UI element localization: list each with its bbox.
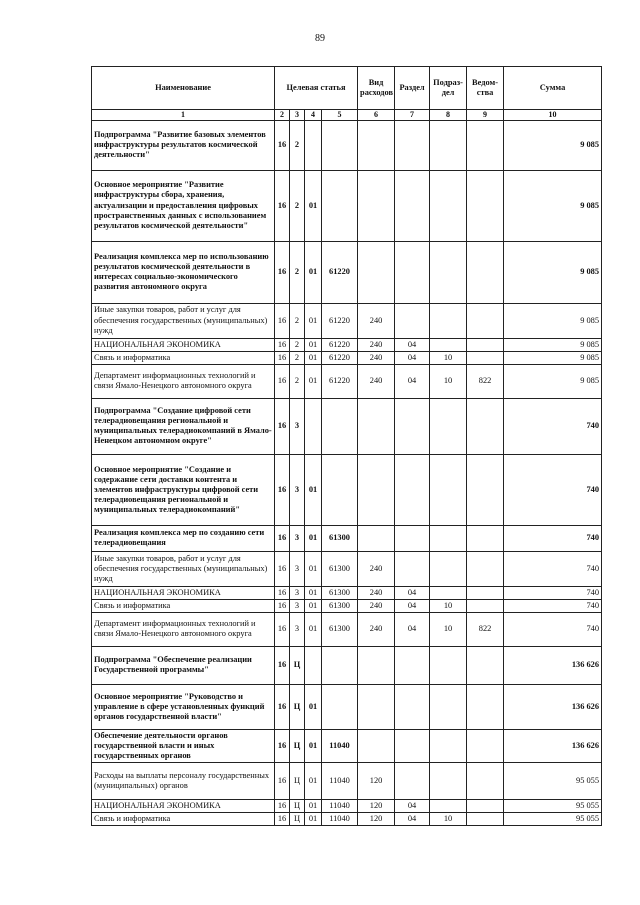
row-sum: 95 055 bbox=[504, 763, 602, 800]
table-row bbox=[92, 120, 602, 170]
row-name: Обеспечение деятельности органов государственной власти и иных государственных органов bbox=[92, 729, 275, 762]
table-row bbox=[92, 813, 602, 826]
row-event-code: 01 bbox=[305, 525, 322, 551]
row-sum: 9 085 bbox=[504, 338, 602, 351]
row-direction-code: 61220 bbox=[322, 303, 358, 338]
row-subprogram-code: 3 bbox=[290, 551, 305, 586]
column-number: 1 bbox=[92, 110, 275, 121]
row-section: 04 bbox=[395, 338, 430, 351]
table-row bbox=[92, 551, 602, 586]
row-program-code: 16 bbox=[275, 454, 290, 525]
row-direction-code bbox=[322, 170, 358, 241]
row-subsection bbox=[430, 525, 467, 551]
row-subsection bbox=[430, 241, 467, 303]
row-sum: 740 bbox=[504, 398, 602, 454]
row-department bbox=[467, 338, 504, 351]
row-section bbox=[395, 120, 430, 170]
row-program-code: 16 bbox=[275, 525, 290, 551]
row-subsection bbox=[430, 551, 467, 586]
row-sum: 9 085 bbox=[504, 241, 602, 303]
row-subsection bbox=[430, 586, 467, 599]
row-name: Основное мероприятие "Руководство и управление в сфере установленных функций органов государственной власти" bbox=[92, 684, 275, 729]
row-expense-type bbox=[358, 241, 395, 303]
row-direction-code: 61300 bbox=[322, 599, 358, 612]
row-subprogram-code: 2 bbox=[290, 351, 305, 364]
table-row bbox=[92, 729, 602, 762]
row-expense-type: 240 bbox=[358, 586, 395, 599]
row-name: Связь и информатика bbox=[92, 351, 275, 364]
row-program-code: 16 bbox=[275, 729, 290, 762]
row-program-code: 16 bbox=[275, 586, 290, 599]
row-expense-type: 240 bbox=[358, 551, 395, 586]
row-event-code: 01 bbox=[305, 599, 322, 612]
column-number: 8 bbox=[430, 110, 467, 121]
row-event-code: 01 bbox=[305, 800, 322, 813]
row-department bbox=[467, 398, 504, 454]
row-section bbox=[395, 170, 430, 241]
row-event-code: 01 bbox=[305, 612, 322, 646]
table-row bbox=[92, 646, 602, 684]
row-department: 822 bbox=[467, 612, 504, 646]
row-subprogram-code: Ц bbox=[290, 684, 305, 729]
row-expense-type bbox=[358, 454, 395, 525]
row-event-code: 01 bbox=[305, 338, 322, 351]
table-row bbox=[92, 800, 602, 813]
row-name: Подпрограмма "Создание цифровой сети телерадиовещания региональной и муниципальных телерадиокомпаний в Ямало-Ненецком автономном округе" bbox=[92, 398, 275, 454]
table-row bbox=[92, 241, 602, 303]
row-subprogram-code: 3 bbox=[290, 612, 305, 646]
header-sum: Сумма bbox=[504, 67, 602, 110]
row-sum: 740 bbox=[504, 454, 602, 525]
row-program-code: 16 bbox=[275, 646, 290, 684]
row-name: Иные закупки товаров, работ и услуг для обеспечения государственных (муниципальных) нужд bbox=[92, 303, 275, 338]
row-section: 04 bbox=[395, 612, 430, 646]
row-subsection bbox=[430, 763, 467, 800]
row-program-code: 16 bbox=[275, 398, 290, 454]
table-row bbox=[92, 398, 602, 454]
page-number: 89 bbox=[315, 33, 325, 44]
row-direction-code bbox=[322, 398, 358, 454]
row-name: Связь и информатика bbox=[92, 599, 275, 612]
header-name: Наименование bbox=[92, 67, 275, 110]
row-direction-code bbox=[322, 646, 358, 684]
table-row bbox=[92, 763, 602, 800]
header-department: Ведом-ства bbox=[467, 67, 504, 110]
row-event-code: 01 bbox=[305, 729, 322, 762]
row-event-code: 01 bbox=[305, 551, 322, 586]
column-number-row bbox=[92, 110, 602, 121]
row-subprogram-code: Ц bbox=[290, 813, 305, 826]
row-subsection bbox=[430, 398, 467, 454]
row-program-code: 16 bbox=[275, 120, 290, 170]
row-event-code: 01 bbox=[305, 303, 322, 338]
row-program-code: 16 bbox=[275, 364, 290, 398]
row-name: Подпрограмма "Развитие базовых элементов инфраструктуры результатов космической деятельности" bbox=[92, 120, 275, 170]
row-subsection bbox=[430, 170, 467, 241]
header-expense-type: Вид расходов bbox=[358, 67, 395, 110]
row-program-code: 16 bbox=[275, 241, 290, 303]
row-name: Основное мероприятие "Создание и содержание сети доставки контента и элементов инфраструктуры цифровой сети телерадиовещания региональной и муниципальных телерадиокомпаний" bbox=[92, 454, 275, 525]
row-program-code: 16 bbox=[275, 303, 290, 338]
row-event-code: 01 bbox=[305, 170, 322, 241]
row-department bbox=[467, 684, 504, 729]
row-expense-type: 120 bbox=[358, 763, 395, 800]
row-department bbox=[467, 525, 504, 551]
row-subsection: 10 bbox=[430, 813, 467, 826]
row-event-code bbox=[305, 398, 322, 454]
column-number: 2 bbox=[275, 110, 290, 121]
row-event-code bbox=[305, 646, 322, 684]
row-section: 04 bbox=[395, 586, 430, 599]
row-subsection: 10 bbox=[430, 599, 467, 612]
row-section: 04 bbox=[395, 351, 430, 364]
row-subsection bbox=[430, 729, 467, 762]
row-program-code: 16 bbox=[275, 599, 290, 612]
row-sum: 740 bbox=[504, 612, 602, 646]
row-expense-type: 240 bbox=[358, 303, 395, 338]
row-subprogram-code: 2 bbox=[290, 338, 305, 351]
row-expense-type bbox=[358, 684, 395, 729]
column-number: 4 bbox=[305, 110, 322, 121]
row-subprogram-code: 3 bbox=[290, 599, 305, 612]
row-event-code: 01 bbox=[305, 586, 322, 599]
row-sum: 740 bbox=[504, 551, 602, 586]
row-name: Департамент информационных технологий и связи Ямало-Ненецкого автономного округа bbox=[92, 364, 275, 398]
row-name: Основное мероприятие "Развитие инфраструктуры сбора, хранения, актуализации и предоставления цифровых пространственных данных с использованием результатов космической деятельности" bbox=[92, 170, 275, 241]
row-department bbox=[467, 763, 504, 800]
row-direction-code: 61300 bbox=[322, 551, 358, 586]
table-row bbox=[92, 351, 602, 364]
row-expense-type: 240 bbox=[358, 338, 395, 351]
row-department bbox=[467, 646, 504, 684]
row-sum: 740 bbox=[504, 525, 602, 551]
row-name: НАЦИОНАЛЬНАЯ ЭКОНОМИКА bbox=[92, 800, 275, 813]
row-expense-type: 120 bbox=[358, 800, 395, 813]
row-subsection bbox=[430, 454, 467, 525]
row-expense-type: 240 bbox=[358, 612, 395, 646]
row-program-code: 16 bbox=[275, 351, 290, 364]
row-sum: 95 055 bbox=[504, 800, 602, 813]
row-section bbox=[395, 241, 430, 303]
row-subsection bbox=[430, 303, 467, 338]
row-section bbox=[395, 398, 430, 454]
row-sum: 136 626 bbox=[504, 729, 602, 762]
row-department bbox=[467, 170, 504, 241]
row-sum: 9 085 bbox=[504, 170, 602, 241]
column-number: 3 bbox=[290, 110, 305, 121]
row-department bbox=[467, 454, 504, 525]
column-number: 6 bbox=[358, 110, 395, 121]
row-sum: 740 bbox=[504, 599, 602, 612]
row-expense-type: 240 bbox=[358, 364, 395, 398]
row-department bbox=[467, 241, 504, 303]
row-direction-code bbox=[322, 684, 358, 729]
row-direction-code: 61220 bbox=[322, 241, 358, 303]
row-name: Расходы на выплаты персоналу государственных (муниципальных) органов bbox=[92, 763, 275, 800]
row-department bbox=[467, 586, 504, 599]
row-subprogram-code: 2 bbox=[290, 170, 305, 241]
row-name: Реализация комплекса мер по созданию сети телерадиовещания bbox=[92, 525, 275, 551]
row-subprogram-code: Ц bbox=[290, 646, 305, 684]
header-target-article: Целевая статья bbox=[275, 67, 358, 110]
row-event-code: 01 bbox=[305, 763, 322, 800]
row-sum: 136 626 bbox=[504, 684, 602, 729]
table-row bbox=[92, 684, 602, 729]
row-subsection bbox=[430, 338, 467, 351]
column-number: 7 bbox=[395, 110, 430, 121]
row-expense-type: 240 bbox=[358, 351, 395, 364]
row-name: Иные закупки товаров, работ и услуг для обеспечения государственных (муниципальных) нужд bbox=[92, 551, 275, 586]
row-subprogram-code: 2 bbox=[290, 303, 305, 338]
row-department bbox=[467, 303, 504, 338]
row-program-code: 16 bbox=[275, 763, 290, 800]
row-sum: 9 085 bbox=[504, 120, 602, 170]
row-direction-code: 11040 bbox=[322, 813, 358, 826]
row-subprogram-code: 3 bbox=[290, 398, 305, 454]
row-subsection: 10 bbox=[430, 612, 467, 646]
table-row bbox=[92, 454, 602, 525]
row-department bbox=[467, 800, 504, 813]
row-program-code: 16 bbox=[275, 813, 290, 826]
row-expense-type: 240 bbox=[358, 599, 395, 612]
row-direction-code: 61220 bbox=[322, 338, 358, 351]
row-program-code: 16 bbox=[275, 800, 290, 813]
row-subsection bbox=[430, 800, 467, 813]
row-expense-type bbox=[358, 170, 395, 241]
row-event-code: 01 bbox=[305, 813, 322, 826]
row-sum: 9 085 bbox=[504, 364, 602, 398]
row-sum: 9 085 bbox=[504, 351, 602, 364]
column-number: 9 bbox=[467, 110, 504, 121]
row-expense-type bbox=[358, 729, 395, 762]
row-subsection bbox=[430, 684, 467, 729]
row-department: 822 bbox=[467, 364, 504, 398]
row-name: Связь и информатика bbox=[92, 813, 275, 826]
table-header-row bbox=[92, 67, 602, 110]
row-subprogram-code: 2 bbox=[290, 364, 305, 398]
table-row bbox=[92, 170, 602, 241]
row-sum: 136 626 bbox=[504, 646, 602, 684]
header-section: Раздел bbox=[395, 67, 430, 110]
row-department bbox=[467, 813, 504, 826]
row-subsection bbox=[430, 646, 467, 684]
row-subprogram-code: Ц bbox=[290, 800, 305, 813]
row-section bbox=[395, 646, 430, 684]
table-row bbox=[92, 338, 602, 351]
row-name: Департамент информационных технологий и связи Ямало-Ненецкого автономного округа bbox=[92, 612, 275, 646]
row-section: 04 bbox=[395, 364, 430, 398]
column-number: 5 bbox=[322, 110, 358, 121]
row-subprogram-code: 2 bbox=[290, 241, 305, 303]
row-subsection: 10 bbox=[430, 364, 467, 398]
row-section: 04 bbox=[395, 599, 430, 612]
table-row bbox=[92, 364, 602, 398]
row-subprogram-code: 3 bbox=[290, 454, 305, 525]
row-name: НАЦИОНАЛЬНАЯ ЭКОНОМИКА bbox=[92, 338, 275, 351]
row-event-code: 01 bbox=[305, 351, 322, 364]
row-direction-code: 61300 bbox=[322, 525, 358, 551]
table-row bbox=[92, 612, 602, 646]
header-subsection: Подраз-дел bbox=[430, 67, 467, 110]
row-direction-code: 11040 bbox=[322, 729, 358, 762]
row-subsection bbox=[430, 120, 467, 170]
row-sum: 9 085 bbox=[504, 303, 602, 338]
row-name: НАЦИОНАЛЬНАЯ ЭКОНОМИКА bbox=[92, 586, 275, 599]
row-direction-code: 11040 bbox=[322, 763, 358, 800]
row-expense-type bbox=[358, 525, 395, 551]
row-event-code: 01 bbox=[305, 454, 322, 525]
row-direction-code bbox=[322, 454, 358, 525]
row-sum: 740 bbox=[504, 586, 602, 599]
row-department bbox=[467, 729, 504, 762]
row-expense-type: 120 bbox=[358, 813, 395, 826]
row-subprogram-code: Ц bbox=[290, 763, 305, 800]
budget-table bbox=[91, 66, 602, 826]
row-subprogram-code: 3 bbox=[290, 525, 305, 551]
row-section bbox=[395, 525, 430, 551]
row-event-code: 01 bbox=[305, 364, 322, 398]
row-sum: 95 055 bbox=[504, 813, 602, 826]
row-event-code: 01 bbox=[305, 684, 322, 729]
table-row bbox=[92, 525, 602, 551]
row-name: Реализация комплекса мер по использованию результатов космической деятельности в интересах социально-экономического развития автономного округа bbox=[92, 241, 275, 303]
row-program-code: 16 bbox=[275, 338, 290, 351]
row-program-code: 16 bbox=[275, 551, 290, 586]
row-department bbox=[467, 351, 504, 364]
row-department bbox=[467, 120, 504, 170]
row-direction-code: 11040 bbox=[322, 800, 358, 813]
row-direction-code: 61220 bbox=[322, 351, 358, 364]
row-subsection: 10 bbox=[430, 351, 467, 364]
row-direction-code: 61300 bbox=[322, 612, 358, 646]
row-name: Подпрограмма "Обеспечение реализации Государственной программы" bbox=[92, 646, 275, 684]
row-event-code: 01 bbox=[305, 241, 322, 303]
row-expense-type bbox=[358, 646, 395, 684]
table-row bbox=[92, 303, 602, 338]
column-number: 10 bbox=[504, 110, 602, 121]
row-section: 04 bbox=[395, 813, 430, 826]
row-section bbox=[395, 454, 430, 525]
table-row bbox=[92, 599, 602, 612]
row-program-code: 16 bbox=[275, 612, 290, 646]
row-event-code bbox=[305, 120, 322, 170]
row-direction-code: 61220 bbox=[322, 364, 358, 398]
row-department bbox=[467, 599, 504, 612]
row-section bbox=[395, 551, 430, 586]
row-section bbox=[395, 729, 430, 762]
row-expense-type bbox=[358, 398, 395, 454]
row-subprogram-code: 2 bbox=[290, 120, 305, 170]
row-expense-type bbox=[358, 120, 395, 170]
row-direction-code bbox=[322, 120, 358, 170]
row-section bbox=[395, 684, 430, 729]
row-program-code: 16 bbox=[275, 170, 290, 241]
row-subprogram-code: 3 bbox=[290, 586, 305, 599]
row-program-code: 16 bbox=[275, 684, 290, 729]
row-section: 04 bbox=[395, 800, 430, 813]
row-department bbox=[467, 551, 504, 586]
row-subprogram-code: Ц bbox=[290, 729, 305, 762]
row-direction-code: 61300 bbox=[322, 586, 358, 599]
table-body bbox=[92, 120, 602, 826]
row-section bbox=[395, 763, 430, 800]
table-row bbox=[92, 586, 602, 599]
row-section bbox=[395, 303, 430, 338]
